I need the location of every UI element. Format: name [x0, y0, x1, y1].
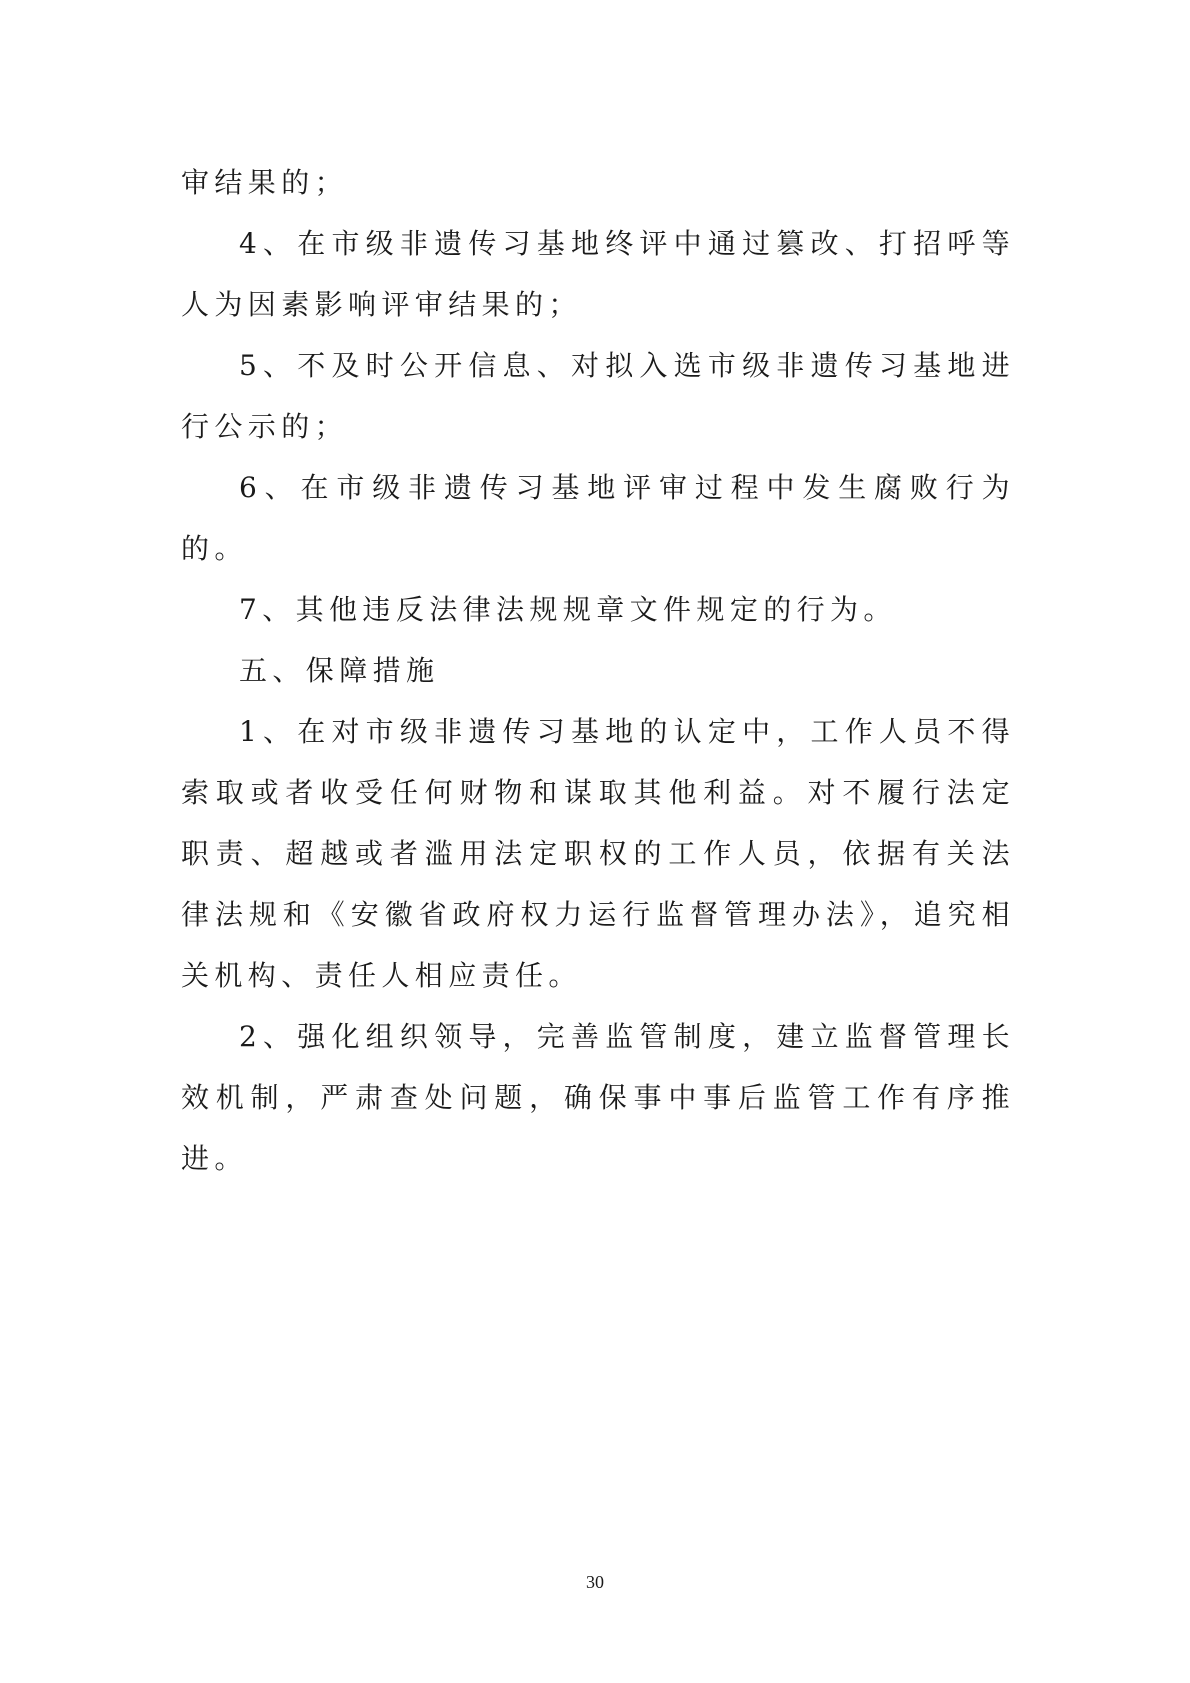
paragraph-continuation: 审结果的； [181, 166, 349, 199]
page-number: 30 [586, 1572, 604, 1592]
paragraph-safeguard-1: 1、在对市级非遗传习基地的认定中，工作人员不得索取或者收受任何财物和谋取其他利益。对不履行法定职责、超越或者滥用法定职权的工作人员，依据有关法律法规和《安徽省政府权力运行监督管理办法》，追究相关机构、责任人相应责任。 [181, 715, 1015, 992]
section-heading-safeguards: 五、保障措施 [239, 654, 440, 687]
paragraph-safeguard-2: 2、强化组织领导，完善监管制度，建立监督管理长效机制，严肃查处问题，确保事中事后监管工作有序推进。 [181, 1020, 1015, 1175]
paragraph-item-7: 7、其他违反法律法规规章文件规定的行为。 [239, 593, 897, 626]
paragraph-item-5: 5、不及时公开信息、对拟入选市级非遗传习基地进行公示的； [181, 349, 1015, 443]
paragraph-item-6: 6、在市级非遗传习基地评审过程中发生腐败行为的。 [181, 471, 1015, 565]
paragraph-item-4: 4、在市级非遗传习基地终评中通过篡改、打招呼等人为因素影响评审结果的； [181, 227, 1015, 321]
document-body [181, 152, 1015, 1189]
